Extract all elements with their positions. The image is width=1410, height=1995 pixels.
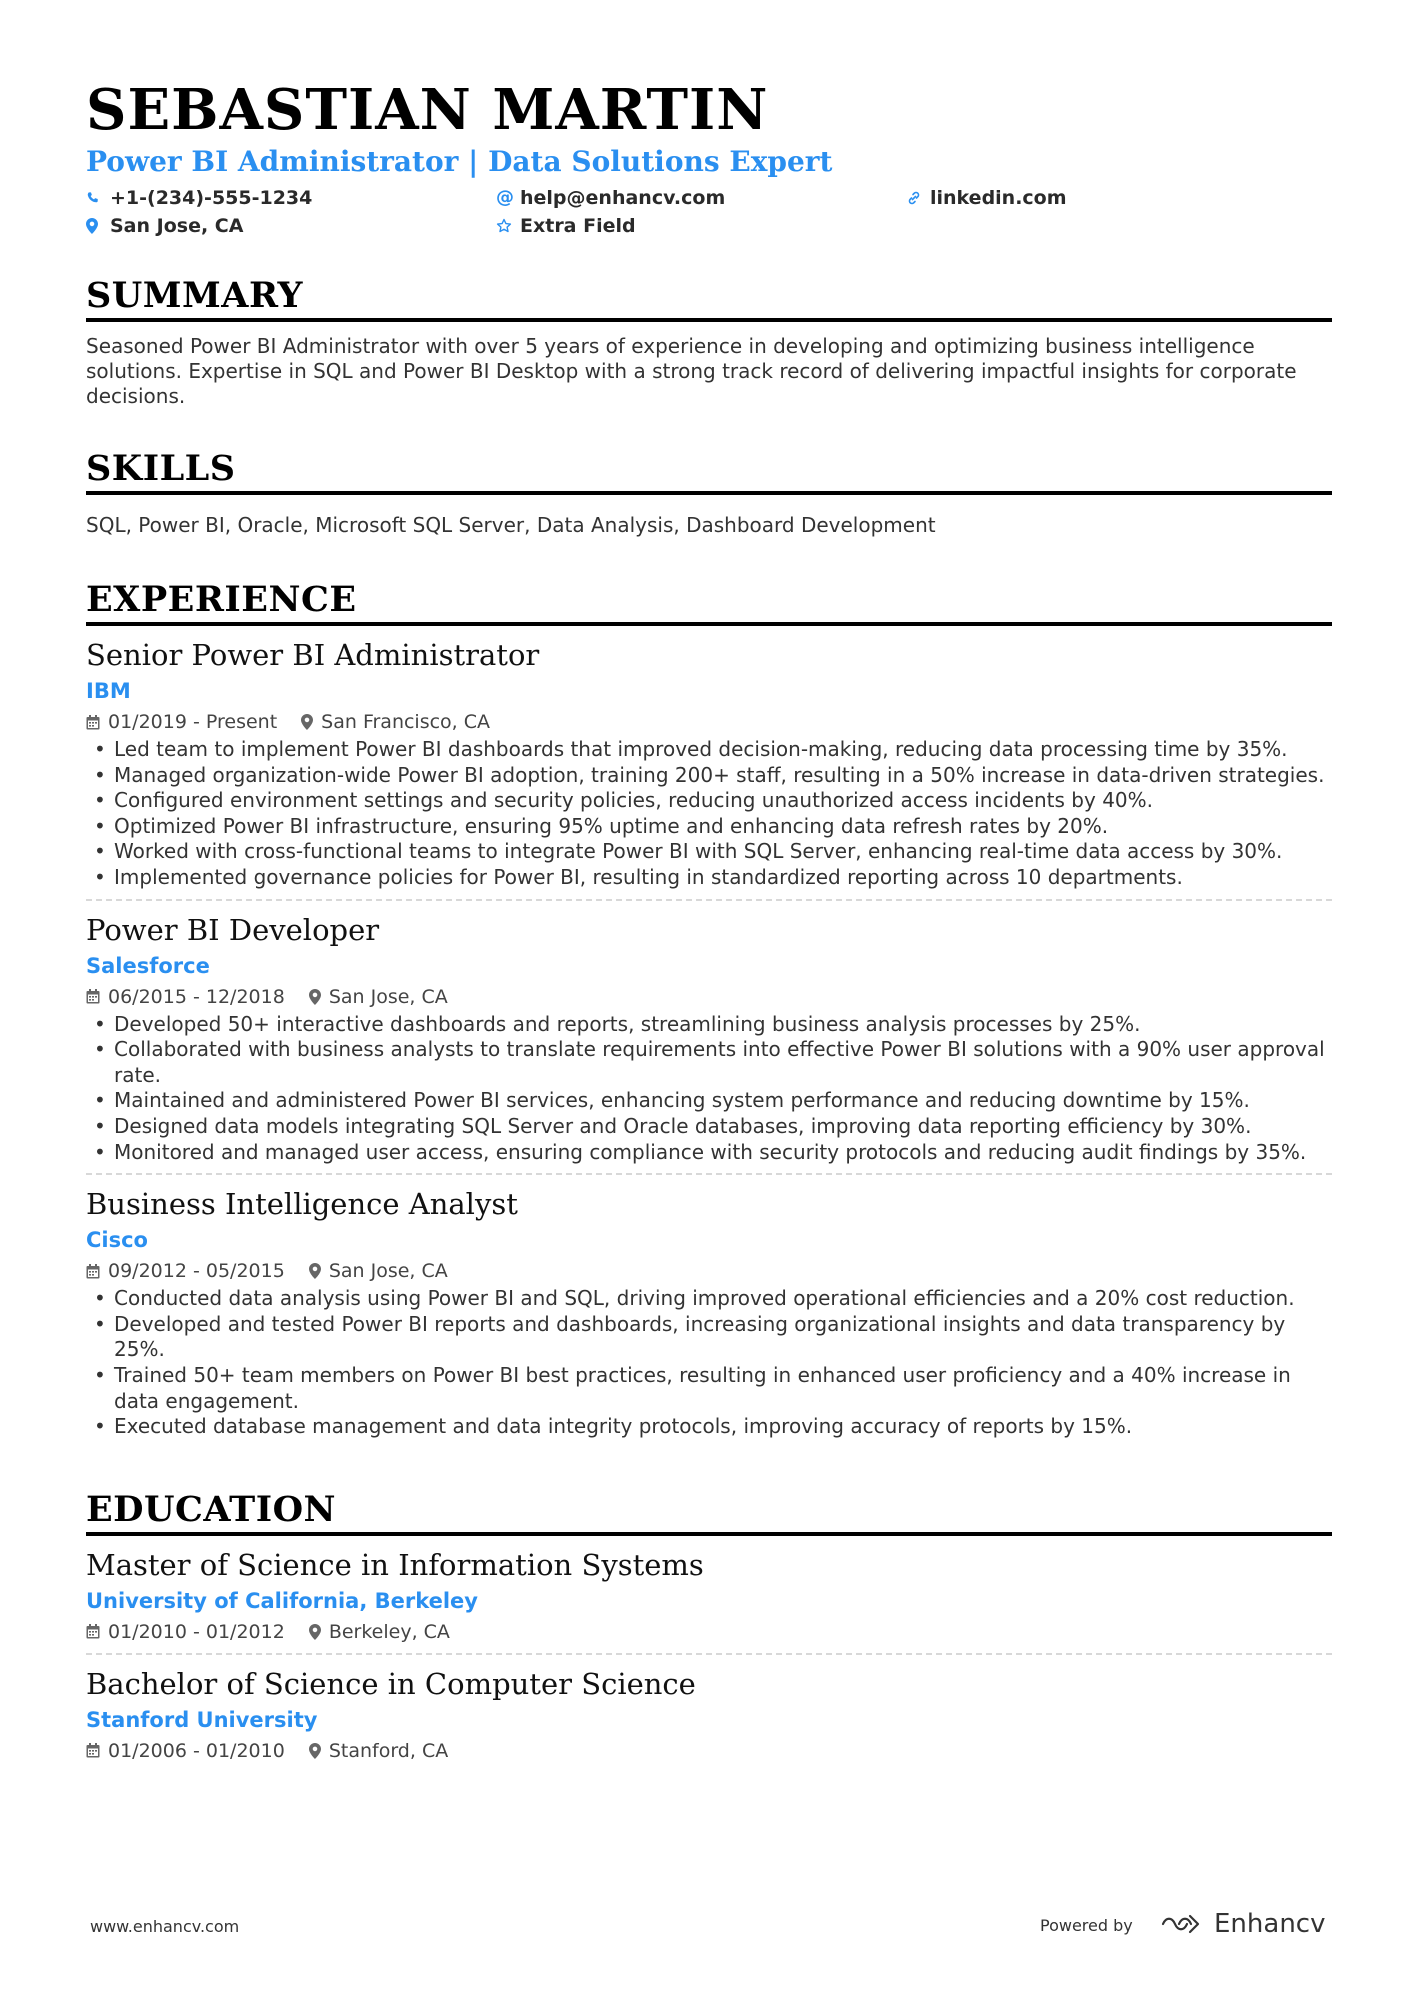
calendar-icon bbox=[86, 715, 100, 730]
list-item: • Developed and tested Power BI reports and dashboards, increasing organizational insights and data transparency by 25%. bbox=[86, 1312, 1332, 1363]
degree-title: Bachelor of Science in Computer Science bbox=[86, 1666, 696, 1701]
contact-location bbox=[86, 214, 496, 238]
list-item: • Conducted data analysis using Power BI and SQL, driving improved operational efficiencies and a 20% cost reduction. bbox=[86, 1286, 1332, 1312]
calendar-icon bbox=[86, 1743, 100, 1758]
link-icon bbox=[906, 190, 930, 206]
candidate-headline: Power BI Administrator | Data Solutions Expert bbox=[86, 145, 833, 178]
job-title: Senior Power BI Administrator bbox=[86, 638, 540, 672]
resume-page bbox=[86, 78, 1332, 1772]
contact-phone-text: +1-(234)-555-1234 bbox=[110, 187, 313, 209]
job-meta bbox=[86, 1258, 1332, 1284]
experience-entry bbox=[86, 626, 1332, 899]
education-location: Berkeley, CA bbox=[328, 1620, 450, 1643]
job-dates: 06/2015 - 12/2018 bbox=[108, 985, 285, 1008]
education-entry bbox=[86, 1536, 1332, 1653]
job-bullets bbox=[86, 1012, 1332, 1166]
list-item: • Executed database management and data integrity protocols, improving accuracy of reports by 15%. bbox=[86, 1414, 1332, 1440]
education-section bbox=[86, 1488, 1332, 1772]
contact-email[interactable] bbox=[496, 186, 906, 210]
education-dates: 01/2006 - 01/2010 bbox=[108, 1739, 285, 1762]
list-item: • Monitored and managed user access, ensuring compliance with security protocols and reducing audit findings by 35%. bbox=[86, 1140, 1332, 1166]
phone-icon bbox=[86, 191, 110, 205]
experience-title: EXPERIENCE bbox=[86, 578, 1332, 626]
education-entry bbox=[86, 1653, 1332, 1772]
list-item: • Optimized Power BI infrastructure, ensuring 95% uptime and enhancing data refresh rates by 20%. bbox=[86, 814, 1332, 840]
list-item: • Trained 50+ team members on Power BI best practices, resulting in enhanced user proficiency and a 40% increase in data engagement. bbox=[86, 1363, 1332, 1414]
education-meta bbox=[86, 1619, 1332, 1645]
location-pin-icon bbox=[309, 989, 321, 1005]
job-location: San Jose, CA bbox=[328, 1260, 448, 1283]
resume-header bbox=[86, 78, 1332, 238]
skills-section bbox=[86, 447, 1332, 538]
list-item: • Led team to implement Power BI dashboards that improved decision-making, reducing data processing time by 35%. bbox=[86, 737, 1332, 763]
contact-phone[interactable] bbox=[86, 186, 496, 210]
job-title: Business Intelligence Analyst bbox=[86, 1187, 518, 1222]
list-item: • Configured environment settings and security policies, reducing unauthorized access incidents by 40%. bbox=[86, 788, 1332, 814]
list-item: • Maintained and administered Power BI services, enhancing system performance and reducing downtime by 15%. bbox=[86, 1088, 1332, 1114]
enhancv-logo[interactable] bbox=[1160, 1909, 1325, 1939]
experience-entry bbox=[86, 899, 1332, 1174]
location-pin-icon bbox=[301, 714, 313, 730]
list-item: • Managed organization-wide Power BI adoption, training 200+ staff, resulting in a 50% increase in data-driven strategies. bbox=[86, 763, 1332, 789]
location-pin-icon bbox=[309, 1624, 321, 1640]
star-icon bbox=[496, 218, 520, 234]
page-footer bbox=[0, 1907, 1410, 1947]
job-title: Power BI Developer bbox=[86, 912, 380, 947]
calendar-icon bbox=[86, 989, 100, 1004]
job-location: San Francisco, CA bbox=[321, 711, 491, 733]
list-item: • Worked with cross-functional teams to integrate Power BI with SQL Server, enhancing real-time data access by 30%. bbox=[86, 839, 1332, 865]
degree-title: Master of Science in Information Systems bbox=[86, 1547, 704, 1582]
location-pin-icon bbox=[309, 1263, 321, 1279]
job-bullets bbox=[86, 1286, 1332, 1440]
calendar-icon bbox=[86, 1624, 100, 1639]
education-title: EDUCATION bbox=[86, 1488, 1332, 1536]
contact-linkedin-text: linkedin.com bbox=[930, 187, 1067, 209]
company-name[interactable]: Cisco bbox=[86, 1228, 148, 1253]
skills-title: SKILLS bbox=[86, 447, 1332, 495]
candidate-name: SEBASTIAN MARTIN bbox=[86, 77, 769, 143]
contact-extra bbox=[496, 214, 906, 238]
enhancv-logo-icon bbox=[1160, 1912, 1206, 1936]
company-name[interactable]: IBM bbox=[86, 679, 131, 703]
job-location: San Jose, CA bbox=[328, 985, 448, 1008]
list-item: • Designed data models integrating SQL Server and Oracle databases, improving data reporting efficiency by 30%. bbox=[86, 1114, 1332, 1140]
job-meta bbox=[86, 984, 1332, 1010]
skills-text: SQL, Power BI, Oracle, Microsoft SQL Server, Data Analysis, Dashboard Development bbox=[86, 513, 936, 537]
summary-text: Seasoned Power BI Administrator with over 5 years of experience in developing and optimizing business intelligence solutions. Expertise in SQL and Power BI Desktop with a strong track record of delivering impactful insights for corporate decisions. bbox=[86, 334, 1297, 408]
job-meta bbox=[86, 709, 1332, 735]
at-icon: @ bbox=[496, 187, 514, 208]
company-name[interactable]: Salesforce bbox=[86, 953, 210, 978]
job-dates: 09/2012 - 05/2015 bbox=[108, 1260, 285, 1283]
school-name[interactable]: Stanford University bbox=[86, 1707, 318, 1732]
location-pin-icon bbox=[86, 218, 110, 234]
education-location: Stanford, CA bbox=[328, 1739, 449, 1762]
contact-info bbox=[86, 186, 1332, 238]
contact-extra-text: Extra Field bbox=[520, 215, 636, 237]
summary-section bbox=[86, 274, 1332, 409]
job-dates: 01/2019 - Present bbox=[108, 711, 278, 733]
school-name[interactable]: University of California, Berkeley bbox=[86, 1588, 478, 1613]
list-item: • Implemented governance policies for Power BI, resulting in standardized reporting across 10 departments. bbox=[86, 865, 1332, 891]
contact-linkedin[interactable] bbox=[906, 186, 1316, 210]
footer-website-link[interactable]: www.enhancv.com bbox=[90, 1917, 240, 1936]
calendar-icon bbox=[86, 1264, 100, 1279]
contact-email-text: help@enhancv.com bbox=[520, 187, 726, 209]
contact-location-text: San Jose, CA bbox=[110, 215, 244, 237]
list-item: • Collaborated with business analysts to translate requirements into effective Power BI solutions with a 90% user approval rate. bbox=[86, 1037, 1332, 1088]
footer-powered-by: Powered by bbox=[1040, 1916, 1133, 1935]
list-item: • Developed 50+ interactive dashboards and reports, streamlining business analysis processes by 25%. bbox=[86, 1012, 1332, 1038]
education-dates: 01/2010 - 01/2012 bbox=[108, 1620, 285, 1643]
summary-title: SUMMARY bbox=[86, 274, 1332, 322]
location-pin-icon bbox=[309, 1743, 321, 1759]
job-bullets bbox=[86, 737, 1332, 891]
education-meta bbox=[86, 1738, 1332, 1764]
experience-entry bbox=[86, 1173, 1332, 1448]
experience-section bbox=[86, 578, 1332, 1448]
enhancv-logo-text: Enhancv bbox=[1214, 1909, 1326, 1939]
